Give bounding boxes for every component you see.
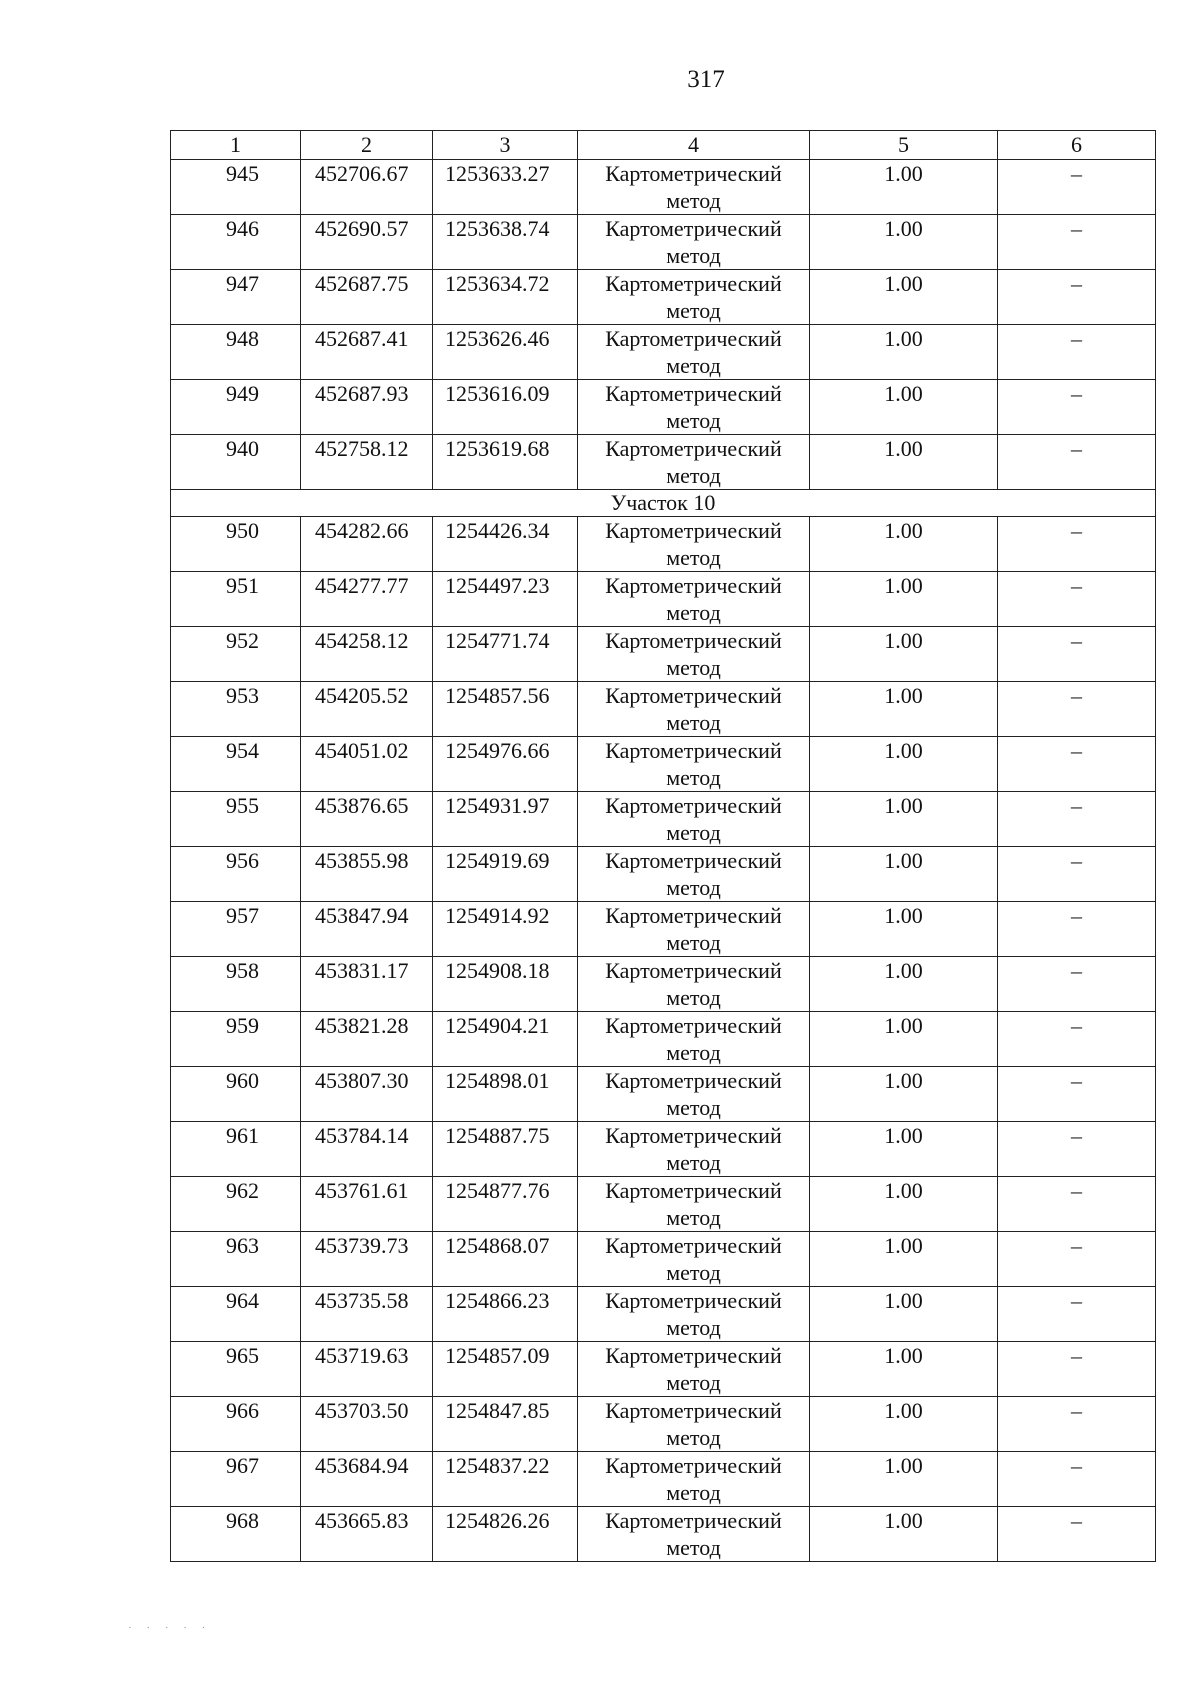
y-coordinate-cell: 1254857.56 — [433, 682, 578, 737]
note-cell: – — [998, 1177, 1156, 1232]
column-header-1: 1 — [171, 131, 301, 160]
method-line-2: метод — [666, 353, 721, 378]
method-line-1: Картометрический — [605, 1508, 782, 1533]
point-number-cell: 956 — [171, 847, 301, 902]
method-line-1: Картометрический — [605, 573, 782, 598]
point-number-cell: 958 — [171, 957, 301, 1012]
method-line-2: метод — [666, 1040, 721, 1065]
table-row — [171, 1507, 1156, 1562]
point-number-cell: 945 — [171, 160, 301, 215]
table-row — [171, 215, 1156, 270]
method-line-2: метод — [666, 1535, 721, 1560]
accuracy-cell: 1.00 — [810, 1012, 998, 1067]
note-cell: – — [998, 435, 1156, 490]
note-cell: – — [998, 380, 1156, 435]
method-line-2: метод — [666, 1480, 721, 1505]
y-coordinate-cell: 1254887.75 — [433, 1122, 578, 1177]
point-number-cell: 965 — [171, 1342, 301, 1397]
method-line-1: Картометрический — [605, 1288, 782, 1313]
method-line-1: Картометрический — [605, 326, 782, 351]
method-line-2: метод — [666, 1370, 721, 1395]
column-header-5: 5 — [810, 131, 998, 160]
accuracy-cell: 1.00 — [810, 1067, 998, 1122]
column-header-4: 4 — [578, 131, 810, 160]
section-row — [171, 490, 1156, 517]
point-number-cell: 950 — [171, 517, 301, 572]
method-line-1: Картометрический — [605, 738, 782, 763]
point-number-cell: 962 — [171, 1177, 301, 1232]
y-coordinate-cell: 1254771.74 — [433, 627, 578, 682]
table-row — [171, 325, 1156, 380]
table-row — [171, 1122, 1156, 1177]
table-row — [171, 380, 1156, 435]
column-header-2: 2 — [301, 131, 433, 160]
point-number-cell: 946 — [171, 215, 301, 270]
method-cell — [578, 160, 810, 215]
point-number-cell: 940 — [171, 435, 301, 490]
method-cell — [578, 1177, 810, 1232]
point-number-cell: 967 — [171, 1452, 301, 1507]
method-line-1: Картометрический — [605, 381, 782, 406]
x-coordinate-cell: 452706.67 — [301, 160, 433, 215]
method-cell — [578, 1012, 810, 1067]
method-line-1: Картометрический — [605, 436, 782, 461]
accuracy-cell: 1.00 — [810, 682, 998, 737]
section-label: Участок 10 — [171, 490, 1156, 517]
method-line-1: Картометрический — [605, 1398, 782, 1423]
y-coordinate-cell: 1254847.85 — [433, 1397, 578, 1452]
note-cell: – — [998, 1507, 1156, 1562]
x-coordinate-cell: 453719.63 — [301, 1342, 433, 1397]
method-cell — [578, 1067, 810, 1122]
note-cell: – — [998, 1122, 1156, 1177]
method-line-1: Картометрический — [605, 793, 782, 818]
accuracy-cell: 1.00 — [810, 160, 998, 215]
y-coordinate-cell: 1254837.22 — [433, 1452, 578, 1507]
method-cell — [578, 435, 810, 490]
method-cell — [578, 1452, 810, 1507]
x-coordinate-cell: 453821.28 — [301, 1012, 433, 1067]
x-coordinate-cell: 454205.52 — [301, 682, 433, 737]
table-row — [171, 792, 1156, 847]
point-number-cell: 953 — [171, 682, 301, 737]
method-line-2: метод — [666, 188, 721, 213]
table-row — [171, 1012, 1156, 1067]
method-line-1: Картометрический — [605, 1233, 782, 1258]
method-line-2: метод — [666, 600, 721, 625]
table-row — [171, 627, 1156, 682]
method-cell — [578, 1507, 810, 1562]
method-cell — [578, 792, 810, 847]
point-number-cell: 952 — [171, 627, 301, 682]
table-row — [171, 1287, 1156, 1342]
y-coordinate-cell: 1254497.23 — [433, 572, 578, 627]
accuracy-cell: 1.00 — [810, 1342, 998, 1397]
y-coordinate-cell: 1253634.72 — [433, 270, 578, 325]
point-number-cell: 955 — [171, 792, 301, 847]
accuracy-cell: 1.00 — [810, 270, 998, 325]
y-coordinate-cell: 1254857.09 — [433, 1342, 578, 1397]
point-number-cell: 947 — [171, 270, 301, 325]
method-cell — [578, 737, 810, 792]
point-number-cell: 963 — [171, 1232, 301, 1287]
note-cell: – — [998, 1012, 1156, 1067]
accuracy-cell: 1.00 — [810, 517, 998, 572]
method-line-1: Картометрический — [605, 216, 782, 241]
accuracy-cell: 1.00 — [810, 1397, 998, 1452]
x-coordinate-cell: 453665.83 — [301, 1507, 433, 1562]
table-row — [171, 847, 1156, 902]
table-row — [171, 1067, 1156, 1122]
x-coordinate-cell: 453735.58 — [301, 1287, 433, 1342]
x-coordinate-cell: 452687.41 — [301, 325, 433, 380]
point-number-cell: 961 — [171, 1122, 301, 1177]
table-row — [171, 1452, 1156, 1507]
note-cell: – — [998, 792, 1156, 847]
note-cell: – — [998, 957, 1156, 1012]
note-cell: – — [998, 215, 1156, 270]
section-body — [171, 490, 1156, 517]
scan-artifact-marks: · · · · · — [128, 1622, 212, 1634]
y-coordinate-cell: 1254914.92 — [433, 902, 578, 957]
method-line-1: Картометрический — [605, 1178, 782, 1203]
accuracy-cell: 1.00 — [810, 1232, 998, 1287]
accuracy-cell: 1.00 — [810, 627, 998, 682]
accuracy-cell: 1.00 — [810, 1507, 998, 1562]
y-coordinate-cell: 1254877.76 — [433, 1177, 578, 1232]
method-line-2: метод — [666, 1150, 721, 1175]
accuracy-cell: 1.00 — [810, 215, 998, 270]
note-cell: – — [998, 517, 1156, 572]
page-number: 317 — [687, 66, 725, 93]
method-line-1: Картометрический — [605, 958, 782, 983]
accuracy-cell: 1.00 — [810, 792, 998, 847]
table-row — [171, 682, 1156, 737]
table-body-bottom — [171, 517, 1156, 1562]
y-coordinate-cell: 1253616.09 — [433, 380, 578, 435]
accuracy-cell: 1.00 — [810, 902, 998, 957]
method-line-2: метод — [666, 1095, 721, 1120]
method-line-1: Картометрический — [605, 903, 782, 928]
method-cell — [578, 215, 810, 270]
y-coordinate-cell: 1254976.66 — [433, 737, 578, 792]
method-line-1: Картометрический — [605, 1068, 782, 1093]
accuracy-cell: 1.00 — [810, 325, 998, 380]
method-line-1: Картометрический — [605, 1453, 782, 1478]
x-coordinate-cell: 454282.66 — [301, 517, 433, 572]
y-coordinate-cell: 1254426.34 — [433, 517, 578, 572]
y-coordinate-cell: 1254898.01 — [433, 1067, 578, 1122]
table-row — [171, 270, 1156, 325]
note-cell: – — [998, 1067, 1156, 1122]
accuracy-cell: 1.00 — [810, 380, 998, 435]
method-cell — [578, 380, 810, 435]
method-cell — [578, 1232, 810, 1287]
method-cell — [578, 1342, 810, 1397]
accuracy-cell: 1.00 — [810, 572, 998, 627]
table-row — [171, 737, 1156, 792]
y-coordinate-cell: 1254904.21 — [433, 1012, 578, 1067]
x-coordinate-cell: 453847.94 — [301, 902, 433, 957]
method-cell — [578, 325, 810, 380]
table-row — [171, 517, 1156, 572]
accuracy-cell: 1.00 — [810, 1177, 998, 1232]
y-coordinate-cell: 1254919.69 — [433, 847, 578, 902]
header-row — [171, 131, 1156, 160]
method-line-2: метод — [666, 930, 721, 955]
method-line-2: метод — [666, 655, 721, 680]
method-cell — [578, 572, 810, 627]
method-line-2: метод — [666, 1205, 721, 1230]
point-number-cell: 968 — [171, 1507, 301, 1562]
note-cell: – — [998, 737, 1156, 792]
method-line-2: метод — [666, 1260, 721, 1285]
table-row — [171, 957, 1156, 1012]
x-coordinate-cell: 454258.12 — [301, 627, 433, 682]
x-coordinate-cell: 452687.75 — [301, 270, 433, 325]
method-cell — [578, 1122, 810, 1177]
note-cell: – — [998, 270, 1156, 325]
coordinates-table-container — [170, 130, 1155, 1562]
method-line-2: метод — [666, 1425, 721, 1450]
note-cell: – — [998, 902, 1156, 957]
note-cell: – — [998, 847, 1156, 902]
y-coordinate-cell: 1253626.46 — [433, 325, 578, 380]
note-cell: – — [998, 1342, 1156, 1397]
method-cell — [578, 517, 810, 572]
table-row — [171, 902, 1156, 957]
point-number-cell: 951 — [171, 572, 301, 627]
method-cell — [578, 847, 810, 902]
x-coordinate-cell: 453784.14 — [301, 1122, 433, 1177]
method-line-1: Картометрический — [605, 683, 782, 708]
table-row — [171, 1397, 1156, 1452]
note-cell: – — [998, 160, 1156, 215]
method-cell — [578, 1287, 810, 1342]
point-number-cell: 949 — [171, 380, 301, 435]
x-coordinate-cell: 454277.77 — [301, 572, 433, 627]
note-cell: – — [998, 1452, 1156, 1507]
point-number-cell: 966 — [171, 1397, 301, 1452]
method-line-2: метод — [666, 710, 721, 735]
y-coordinate-cell: 1254908.18 — [433, 957, 578, 1012]
x-coordinate-cell: 452690.57 — [301, 215, 433, 270]
note-cell: – — [998, 682, 1156, 737]
y-coordinate-cell: 1254866.23 — [433, 1287, 578, 1342]
table-row — [171, 572, 1156, 627]
accuracy-cell: 1.00 — [810, 1287, 998, 1342]
method-line-2: метод — [666, 243, 721, 268]
x-coordinate-cell: 453855.98 — [301, 847, 433, 902]
method-line-2: метод — [666, 545, 721, 570]
y-coordinate-cell: 1254931.97 — [433, 792, 578, 847]
method-line-1: Картометрический — [605, 1123, 782, 1148]
method-cell — [578, 627, 810, 682]
point-number-cell: 960 — [171, 1067, 301, 1122]
coordinates-table — [170, 130, 1156, 1562]
method-line-1: Картометрический — [605, 271, 782, 296]
method-line-1: Картометрический — [605, 628, 782, 653]
note-cell: – — [998, 325, 1156, 380]
table-row — [171, 1232, 1156, 1287]
method-line-1: Картометрический — [605, 1013, 782, 1038]
method-line-1: Картометрический — [605, 161, 782, 186]
x-coordinate-cell: 452758.12 — [301, 435, 433, 490]
accuracy-cell: 1.00 — [810, 435, 998, 490]
y-coordinate-cell: 1253619.68 — [433, 435, 578, 490]
table-row — [171, 160, 1156, 215]
x-coordinate-cell: 452687.93 — [301, 380, 433, 435]
method-line-1: Картометрический — [605, 518, 782, 543]
table-body-top — [171, 160, 1156, 490]
note-cell: – — [998, 1232, 1156, 1287]
point-number-cell: 954 — [171, 737, 301, 792]
accuracy-cell: 1.00 — [810, 957, 998, 1012]
table-row — [171, 1177, 1156, 1232]
method-line-2: метод — [666, 765, 721, 790]
method-line-2: метод — [666, 298, 721, 323]
accuracy-cell: 1.00 — [810, 1122, 998, 1177]
method-line-2: метод — [666, 985, 721, 1010]
y-coordinate-cell: 1253638.74 — [433, 215, 578, 270]
method-cell — [578, 1397, 810, 1452]
note-cell: – — [998, 572, 1156, 627]
accuracy-cell: 1.00 — [810, 737, 998, 792]
method-line-2: метод — [666, 408, 721, 433]
column-header-6: 6 — [998, 131, 1156, 160]
method-cell — [578, 270, 810, 325]
method-line-1: Картометрический — [605, 848, 782, 873]
method-line-2: метод — [666, 875, 721, 900]
method-line-1: Картометрический — [605, 1343, 782, 1368]
method-cell — [578, 957, 810, 1012]
x-coordinate-cell: 453703.50 — [301, 1397, 433, 1452]
method-line-2: метод — [666, 820, 721, 845]
accuracy-cell: 1.00 — [810, 847, 998, 902]
method-cell — [578, 682, 810, 737]
y-coordinate-cell: 1254826.26 — [433, 1507, 578, 1562]
table-row — [171, 1342, 1156, 1397]
point-number-cell: 959 — [171, 1012, 301, 1067]
note-cell: – — [998, 1287, 1156, 1342]
x-coordinate-cell: 453684.94 — [301, 1452, 433, 1507]
accuracy-cell: 1.00 — [810, 1452, 998, 1507]
y-coordinate-cell: 1253633.27 — [433, 160, 578, 215]
point-number-cell: 948 — [171, 325, 301, 380]
y-coordinate-cell: 1254868.07 — [433, 1232, 578, 1287]
method-line-2: метод — [666, 1315, 721, 1340]
note-cell: – — [998, 627, 1156, 682]
point-number-cell: 957 — [171, 902, 301, 957]
x-coordinate-cell: 453739.73 — [301, 1232, 433, 1287]
x-coordinate-cell: 453876.65 — [301, 792, 433, 847]
note-cell: – — [998, 1397, 1156, 1452]
table-row — [171, 435, 1156, 490]
x-coordinate-cell: 453761.61 — [301, 1177, 433, 1232]
point-number-cell: 964 — [171, 1287, 301, 1342]
x-coordinate-cell: 454051.02 — [301, 737, 433, 792]
x-coordinate-cell: 453807.30 — [301, 1067, 433, 1122]
x-coordinate-cell: 453831.17 — [301, 957, 433, 1012]
method-cell — [578, 902, 810, 957]
column-header-3: 3 — [433, 131, 578, 160]
method-line-2: метод — [666, 463, 721, 488]
